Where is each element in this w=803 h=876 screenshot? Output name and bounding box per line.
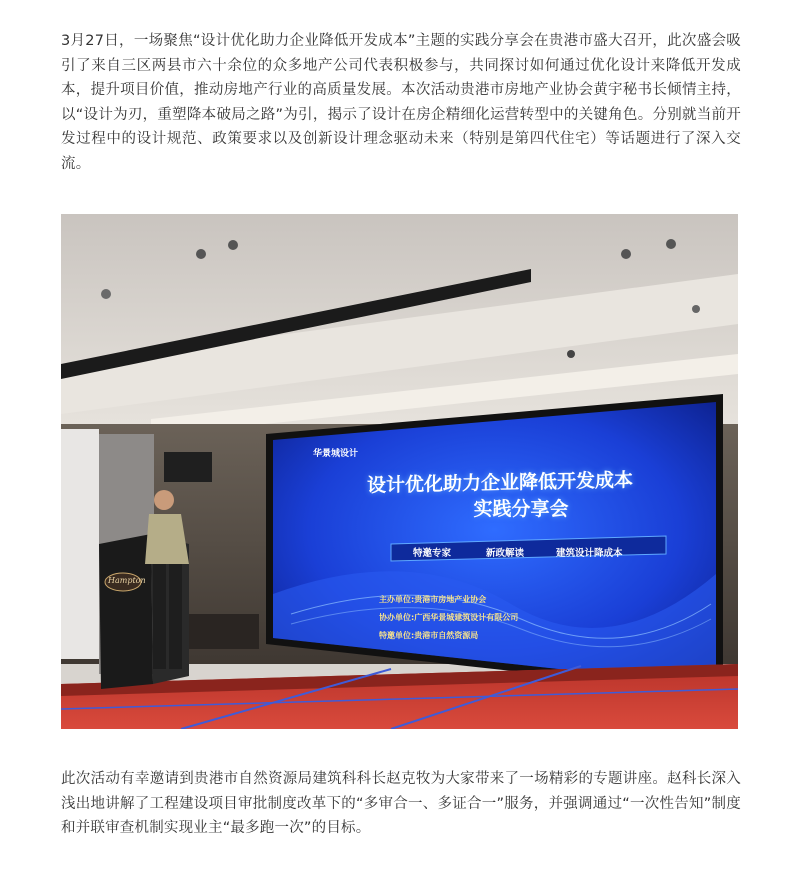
slide-tag-1: 特邀专家: [413, 548, 452, 559]
slide-tag-3: 建筑设计降成本: [556, 548, 623, 559]
event-photo: [61, 214, 738, 729]
slide-co-organizer: 协办单位:广西华景城建筑设计有限公司: [379, 613, 519, 622]
slide-subtitle: 实践分享会: [473, 498, 569, 520]
article-paragraph-2: 此次活动有幸邀请到贵港市自然资源局建筑科科长赵克牧为大家带来了一场精彩的专题讲座。赵科长深入浅出地讲解了工程建设项目审批制度改革下的“多审合一、多证合一”服务，并强调通过“一次性告知”制度和并联审查机制实现业主“最多跑一次”的目标。: [61, 771, 741, 837]
article-paragraph-1: 3月27日，一场聚焦“设计优化助力企业降低开发成本”主题的实践分享会在贵港市盛大召开，此次盛会吸引了来自三区两县市六十余位的众多地产公司代表积极参与，共同探讨如何通过优化设计来降低开发成本，提升项目价值，推动房地产行业的高质量发展。本次活动贵港市房地产业协会黄宇秘书长倾情主持，以“设计为刃，重塑降本破局之路”为引，揭示了设计在房企精细化运营转型中的关键角色。分别就当前开发过程中的设计规范、政策要求以及创新设计理念驱动未来（特别是第四代住宅）等话题进行了深入交流。: [61, 33, 741, 172]
slide-title: 设计优化助力企业降低开发成本: [366, 469, 633, 497]
slide-special-guest: 特邀单位:贵港市自然资源局: [379, 631, 479, 640]
slide-tag-2: 新政解读: [486, 548, 525, 559]
event-photo-illustration: [61, 214, 738, 729]
podium-logo: Hampton: [108, 576, 146, 585]
slide-brand: 华景城设计: [313, 449, 359, 459]
slide-organizer: 主办单位:贵港市房地产业协会: [379, 595, 487, 604]
